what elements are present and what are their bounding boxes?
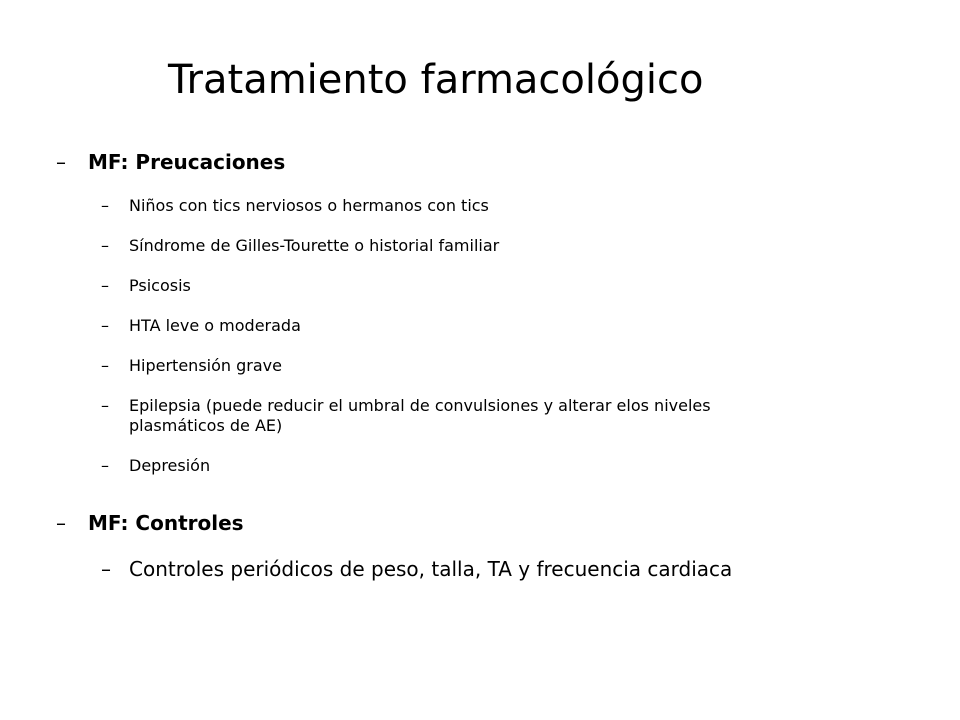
section-precautions — [56, 148, 809, 496]
dash-bullet: – — [101, 456, 109, 475]
list-item-text: Niños con tics nerviosos o hermanos con tics — [129, 196, 489, 215]
precautions-list — [56, 196, 809, 476]
section-heading — [56, 509, 809, 537]
list-item — [56, 316, 809, 336]
list-item-text: Síndrome de Gilles-Tourette o historial familiar — [129, 236, 500, 255]
list-item-text: Psicosis — [129, 276, 191, 295]
list-item — [56, 356, 809, 376]
list-item — [56, 396, 809, 436]
list-item — [56, 196, 809, 216]
list-item-text: Controles periódicos de peso, talla, TA y frecuencia cardiaca — [129, 557, 733, 581]
controls-list — [56, 555, 809, 583]
list-item-text: Depresión — [129, 456, 211, 475]
section-heading — [56, 148, 809, 176]
list-item — [56, 555, 809, 583]
list-item — [56, 236, 809, 256]
slide-title: Tratamiento farmacológico — [168, 57, 704, 103]
dash-bullet: – — [101, 356, 109, 375]
list-item-text: HTA leve o moderada — [129, 316, 301, 335]
dash-bullet: – — [101, 396, 109, 415]
list-item-text: Hipertensión grave — [129, 356, 282, 375]
dash-bullet: – — [101, 276, 109, 295]
dash-bullet: – — [101, 316, 109, 335]
section-heading-text: MF: Controles — [88, 511, 244, 535]
list-item — [56, 276, 809, 296]
section-heading-text: MF: Preucaciones — [88, 150, 286, 174]
section-controls — [56, 509, 809, 583]
dash-bullet: – — [56, 511, 66, 535]
list-item-text: Epilepsia (puede reducir el umbral de convulsiones y alterar elos niveles plasmáticos de AE) — [129, 396, 711, 435]
dash-bullet: – — [101, 196, 109, 215]
dash-bullet: – — [56, 150, 66, 174]
dash-bullet: – — [101, 557, 111, 581]
dash-bullet: – — [101, 236, 109, 255]
list-item — [56, 456, 809, 476]
